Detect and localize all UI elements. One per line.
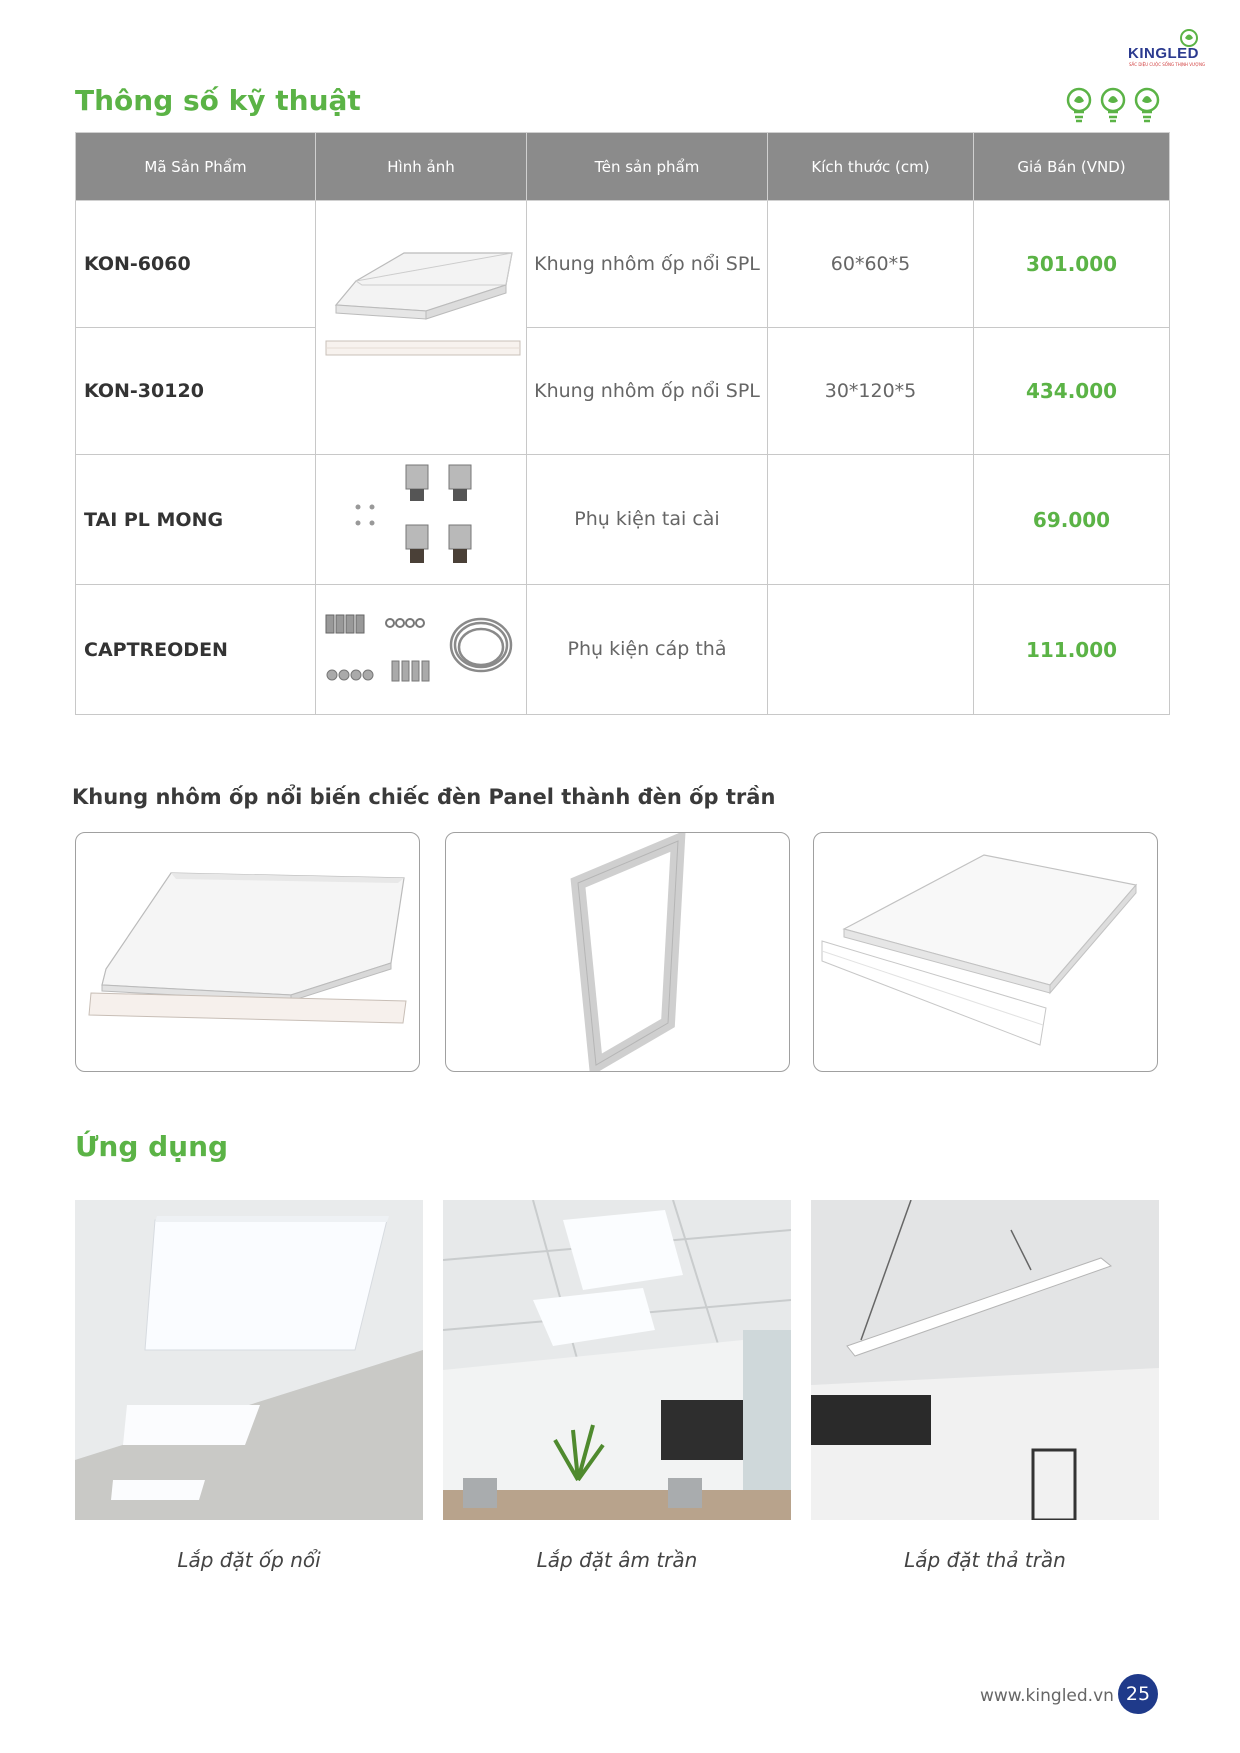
- frame-feature-title: Khung nhôm ốp nổi biến chiếc đèn Panel thành đèn ốp trần: [72, 785, 776, 809]
- suspended-scene: [811, 1200, 1159, 1520]
- product-name: Phụ kiện tai cài: [527, 455, 768, 585]
- table-header-row: [76, 133, 1170, 201]
- product-price: 301.000: [974, 201, 1170, 328]
- product-code: KON-30120: [76, 328, 316, 455]
- photo-recessed: [443, 1200, 791, 1520]
- recessed-scene: [443, 1200, 791, 1520]
- product-size: 60*60*5: [768, 201, 974, 328]
- clip-accessory-image: [316, 455, 527, 585]
- header-size: Kích thước (cm): [768, 133, 974, 201]
- spec-table: [75, 132, 1170, 715]
- product-size: [768, 455, 974, 585]
- photo-surface-mount: [75, 1200, 423, 1520]
- frame-flat-image: [76, 833, 419, 1071]
- header-image: Hình ảnh: [316, 133, 527, 201]
- application-section-title: Ứng dụng: [75, 1130, 229, 1163]
- eco-bulbs-icon: [1065, 86, 1165, 126]
- product-code: CAPTREODEN: [76, 585, 316, 715]
- table-row: [76, 328, 1170, 455]
- header-name: Tên sản phẩm: [527, 133, 768, 201]
- header-price: Giá Bán (VND): [974, 133, 1170, 201]
- product-price: 434.000: [974, 328, 1170, 455]
- table-row: [76, 585, 1170, 715]
- product-size: 30*120*5: [768, 328, 974, 455]
- product-size: [768, 585, 974, 715]
- product-price: 69.000: [974, 455, 1170, 585]
- table-row: [76, 201, 1170, 328]
- logo-tagline: SẮC DIỆU CUỘC SỐNG THỊNH VƯỢNG: [1129, 62, 1206, 67]
- table-row: [76, 455, 1170, 585]
- product-name: Khung nhôm ốp nổi SPL: [527, 328, 768, 455]
- spec-section-title: Thông số kỹ thuật: [75, 84, 361, 117]
- surface-mount-scene: [75, 1200, 423, 1520]
- caption-suspended: Lắp đặt thả trần: [904, 1548, 1066, 1572]
- frame-card-panel: [813, 832, 1158, 1072]
- product-code: TAI PL MONG: [76, 455, 316, 585]
- aluminum-frame-image: [316, 201, 527, 449]
- clip-accessory-icon: [316, 455, 527, 579]
- cable-accessory-icon: [316, 585, 527, 709]
- frame-panel-image: [814, 833, 1157, 1071]
- caption-recessed: Lắp đặt âm trần: [536, 1548, 698, 1572]
- page-number-badge: 25: [1118, 1674, 1158, 1714]
- product-name: Khung nhôm ốp nổi SPL: [527, 201, 768, 328]
- frame-product-image: [316, 201, 527, 455]
- kingled-logo: [1128, 28, 1208, 68]
- frame-upright-image: [446, 833, 789, 1071]
- header-code: Mã Sản Phẩm: [76, 133, 316, 201]
- photo-suspended: [811, 1200, 1159, 1520]
- cable-accessory-image: [316, 585, 527, 715]
- product-name: Phụ kiện cáp thả: [527, 585, 768, 715]
- caption-surface-mount: Lắp đặt ốp nổi: [177, 1548, 321, 1572]
- frame-card-flat: [75, 832, 420, 1072]
- website-link[interactable]: www.kingled.vn: [980, 1686, 1114, 1706]
- product-price: 111.000: [974, 585, 1170, 715]
- frame-card-upright: [445, 832, 790, 1072]
- logo-wordmark: KINGLED: [1128, 45, 1199, 62]
- product-code: KON-6060: [76, 201, 316, 328]
